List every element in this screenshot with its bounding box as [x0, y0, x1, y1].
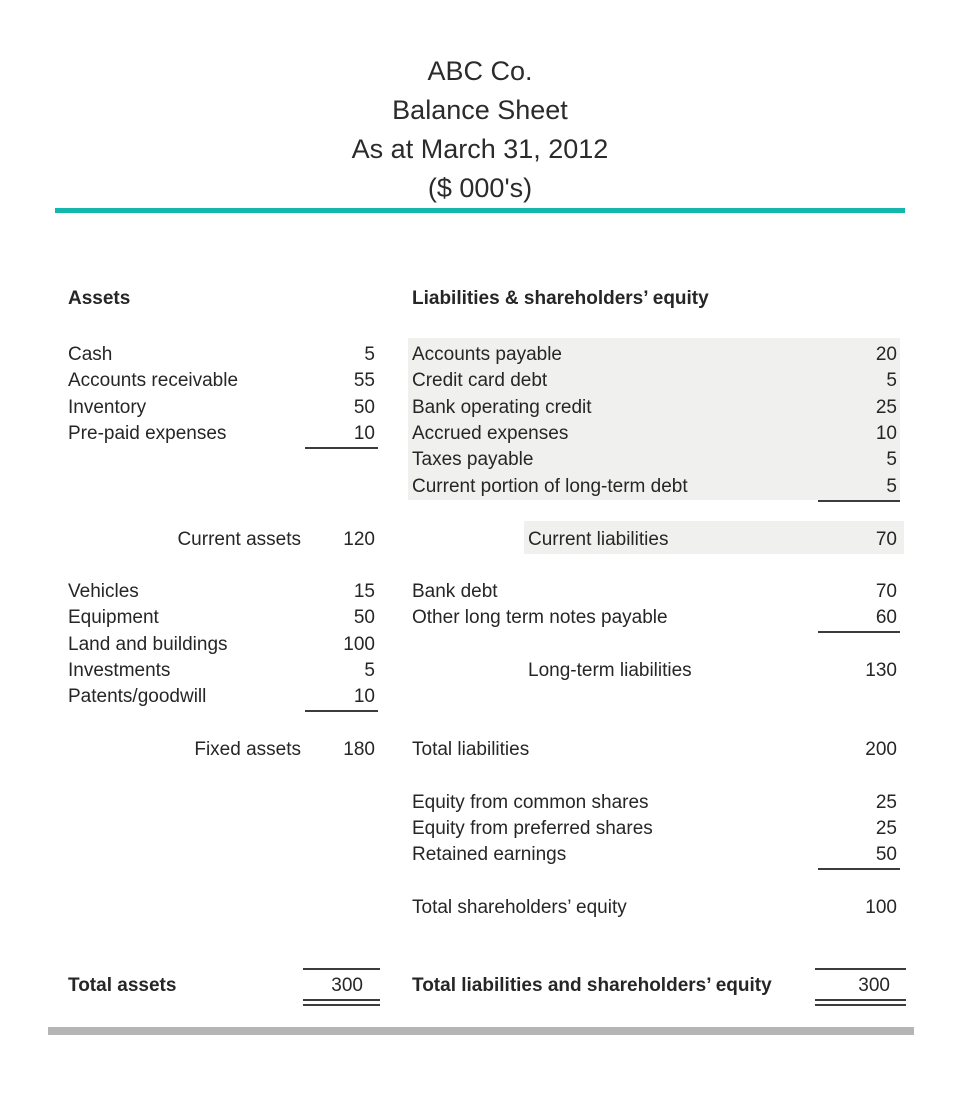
row-credit-card-debt [412, 368, 900, 394]
item-value: 10 [305, 684, 378, 712]
row-accounts-payable [412, 342, 900, 368]
statement-date: As at March 31, 2012 [351, 134, 609, 164]
item-value: 100 [865, 897, 897, 918]
row-vehicles [68, 579, 378, 605]
item-label: Equity from common shares [412, 792, 649, 813]
item-label: Land and buildings [68, 634, 228, 655]
total-assets-label: Total assets [68, 975, 177, 996]
row-equipment [68, 605, 378, 631]
subtotal-label: Current liabilities [528, 529, 669, 550]
item-label: Inventory [68, 397, 147, 418]
total-liabilities-equity-value: 300 [815, 968, 906, 1006]
total-liabilities-equity-label: Total liabilities and shareholders’ equity [412, 975, 772, 996]
item-value: 50 [353, 607, 375, 628]
item-value: 5 [364, 660, 375, 681]
item-label: Current portion of long-term debt [412, 476, 688, 497]
row-total-liabilities [412, 737, 900, 763]
item-label: Equipment [68, 607, 159, 628]
company-name: ABC Co. [427, 56, 533, 86]
total-assets-value: 300 [303, 968, 380, 1006]
liabilities-equity-column [412, 0, 900, 1098]
row-current-portion-long-term-debt [412, 474, 900, 502]
item-label: Investments [68, 660, 171, 681]
item-value: 60 [818, 605, 900, 633]
item-label: Accrued expenses [412, 423, 569, 444]
item-label: Taxes payable [412, 449, 534, 470]
row-long-term-liabilities-subtotal [412, 658, 900, 684]
liabilities-section-title: Liabilities & shareholders’ equity [412, 288, 709, 309]
item-label: Credit card debt [412, 370, 548, 391]
item-label: Vehicles [68, 581, 139, 602]
item-value: 70 [875, 581, 897, 602]
item-label: Other long term notes payable [412, 607, 668, 628]
item-label: Pre-paid expenses [68, 423, 227, 444]
row-current-liabilities-subtotal [412, 527, 900, 553]
item-label: Retained earnings [412, 844, 567, 865]
subtotal-label: Current assets [177, 529, 301, 550]
item-value: 25 [875, 818, 897, 839]
row-investments [68, 658, 378, 684]
item-value: 5 [364, 344, 375, 365]
item-value: 5 [886, 449, 897, 470]
row-land-and-buildings [68, 632, 378, 658]
subtotal-label: Long-term liabilities [528, 660, 692, 681]
row-patents-goodwill [68, 684, 378, 712]
item-value: 5 [818, 474, 900, 502]
item-value: 55 [353, 370, 375, 391]
item-label: Equity from preferred shares [412, 818, 653, 839]
item-label: Total shareholders’ equity [412, 897, 627, 918]
item-label: Cash [68, 344, 113, 365]
item-value: 10 [305, 421, 378, 449]
row-bank-debt [412, 579, 900, 605]
item-label: Accounts payable [412, 344, 562, 365]
subtotal-value: 70 [875, 529, 897, 550]
row-bank-operating-credit [412, 395, 900, 421]
assets-section-title: Assets [68, 288, 131, 309]
row-accrued-expenses [412, 421, 900, 447]
row-accounts-receivable [68, 368, 378, 394]
item-label: Total liabilities [412, 739, 530, 760]
item-value: 200 [865, 739, 897, 760]
row-prepaid-expenses [68, 421, 378, 449]
row-inventory [68, 395, 378, 421]
row-retained-earnings [412, 842, 900, 870]
subtotal-label: Fixed assets [194, 739, 301, 760]
row-total-shareholders-equity [412, 895, 900, 921]
subtotal-value: 180 [343, 739, 375, 760]
item-value: 5 [886, 370, 897, 391]
assets-column [68, 0, 378, 1098]
subtotal-value: 130 [865, 660, 897, 681]
document-title: Balance Sheet [392, 95, 568, 125]
row-equity-common-shares [412, 790, 900, 816]
row-cash [68, 342, 378, 368]
item-label: Bank debt [412, 581, 498, 602]
item-value: 25 [875, 792, 897, 813]
footer-divider-bar [48, 1027, 914, 1035]
row-current-assets-subtotal [68, 527, 378, 553]
item-label: Patents/goodwill [68, 686, 207, 707]
row-other-long-term-notes [412, 605, 900, 633]
item-value: 50 [353, 397, 375, 418]
row-equity-preferred-shares [412, 816, 900, 842]
item-label: Bank operating credit [412, 397, 592, 418]
item-value: 10 [875, 423, 897, 444]
item-value: 25 [875, 397, 897, 418]
item-value: 20 [875, 344, 897, 365]
item-label: Accounts receivable [68, 370, 239, 391]
item-value: 100 [343, 634, 375, 655]
row-taxes-payable [412, 447, 900, 473]
units-note: ($ 000's) [427, 173, 533, 203]
row-fixed-assets-subtotal [68, 737, 378, 763]
item-value: 15 [353, 581, 375, 602]
subtotal-value: 120 [343, 529, 375, 550]
item-value: 50 [818, 842, 900, 870]
